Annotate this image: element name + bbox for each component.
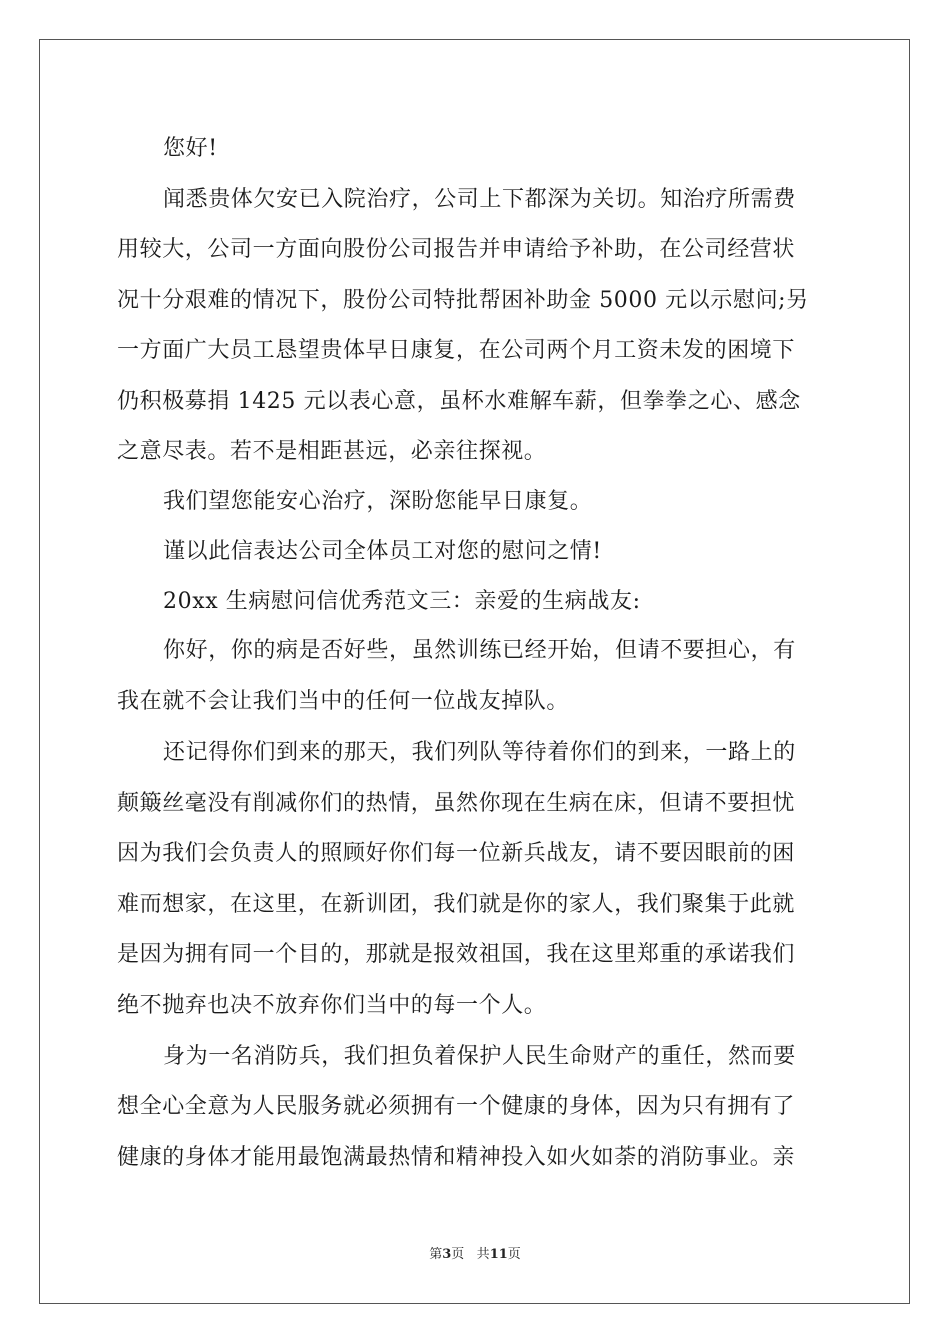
paragraph-line: 谨以此信表达公司全体员工对您的慰问之情! <box>163 539 602 564</box>
paragraph-line: 你好，你的病是否好些，虽然训练已经开始，但请不要担心，有 <box>163 638 796 663</box>
paragraph-line: 况十分艰难的情况下，股份公司特批帮困补助金 5000 元以示慰问;另 <box>117 288 809 313</box>
paragraph-line: 因为我们会负责人的照顾好你们每一位新兵战友，请不要因眼前的困 <box>117 841 796 866</box>
paragraph-line: 身为一名消防兵，我们担负着保护人民生命财产的重任，然而要 <box>163 1044 796 1069</box>
total-suffix: 页 <box>507 1247 521 1262</box>
paragraph-line: 健康的身体才能用最饱满最热情和精神投入如火如荼的消防事业。亲 <box>117 1145 796 1170</box>
section-heading-line: 20xx 生病慰问信优秀范文三：亲爱的生病战友: <box>163 589 641 614</box>
paragraph-line: 难而想家，在这里，在新训团，我们就是你的家人，我们聚集于此就 <box>117 892 796 917</box>
paragraph-line: 一方面广大员工恳望贵体早日康复，在公司两个月工资未发的困境下 <box>117 338 796 363</box>
page-number: 3 <box>442 1247 452 1262</box>
paragraph-line: 仍积极募捐 1425 元以表心意，虽杯水难解车薪，但拳拳之心、感念 <box>117 389 801 414</box>
page-suffix: 页 <box>451 1247 465 1262</box>
paragraph-line: 闻悉贵体欠安已入院治疗，公司上下都深为关切。知治疗所需费 <box>163 187 796 212</box>
page-prefix: 第 <box>429 1247 443 1262</box>
paragraph-line: 之意尽表。若不是相距甚远，必亲往探视。 <box>117 439 547 464</box>
paragraph-line: 是因为拥有同一个目的，那就是报效祖国，我在这里郑重的承诺我们 <box>117 942 796 967</box>
paragraph-line: 我在就不会让我们当中的任何一位战友掉队。 <box>117 689 570 714</box>
total-pages: 11 <box>489 1247 508 1262</box>
paragraph-line: 颠簸丝毫没有削减你们的热情，虽然你现在生病在床，但请不要担忧 <box>117 791 796 816</box>
total-prefix: 共 <box>476 1247 490 1262</box>
paragraph-line: 我们望您能安心治疗，深盼您能早日康复。 <box>163 489 593 514</box>
paragraph-line: 想全心全意为人民服务就必须拥有一个健康的身体，因为只有拥有了 <box>117 1094 796 1119</box>
page-footer <box>0 1247 950 1263</box>
paragraph-line: 绝不抛弃也决不放弃你们当中的每一个人。 <box>117 993 547 1018</box>
paragraph-line: 用较大，公司一方面向股份公司报告并申请给予补助，在公司经营状 <box>117 237 796 262</box>
paragraph-line: 还记得你们到来的那天，我们列队等待着你们的到来，一路上的 <box>163 740 796 765</box>
greeting-line: 您好! <box>163 136 218 161</box>
